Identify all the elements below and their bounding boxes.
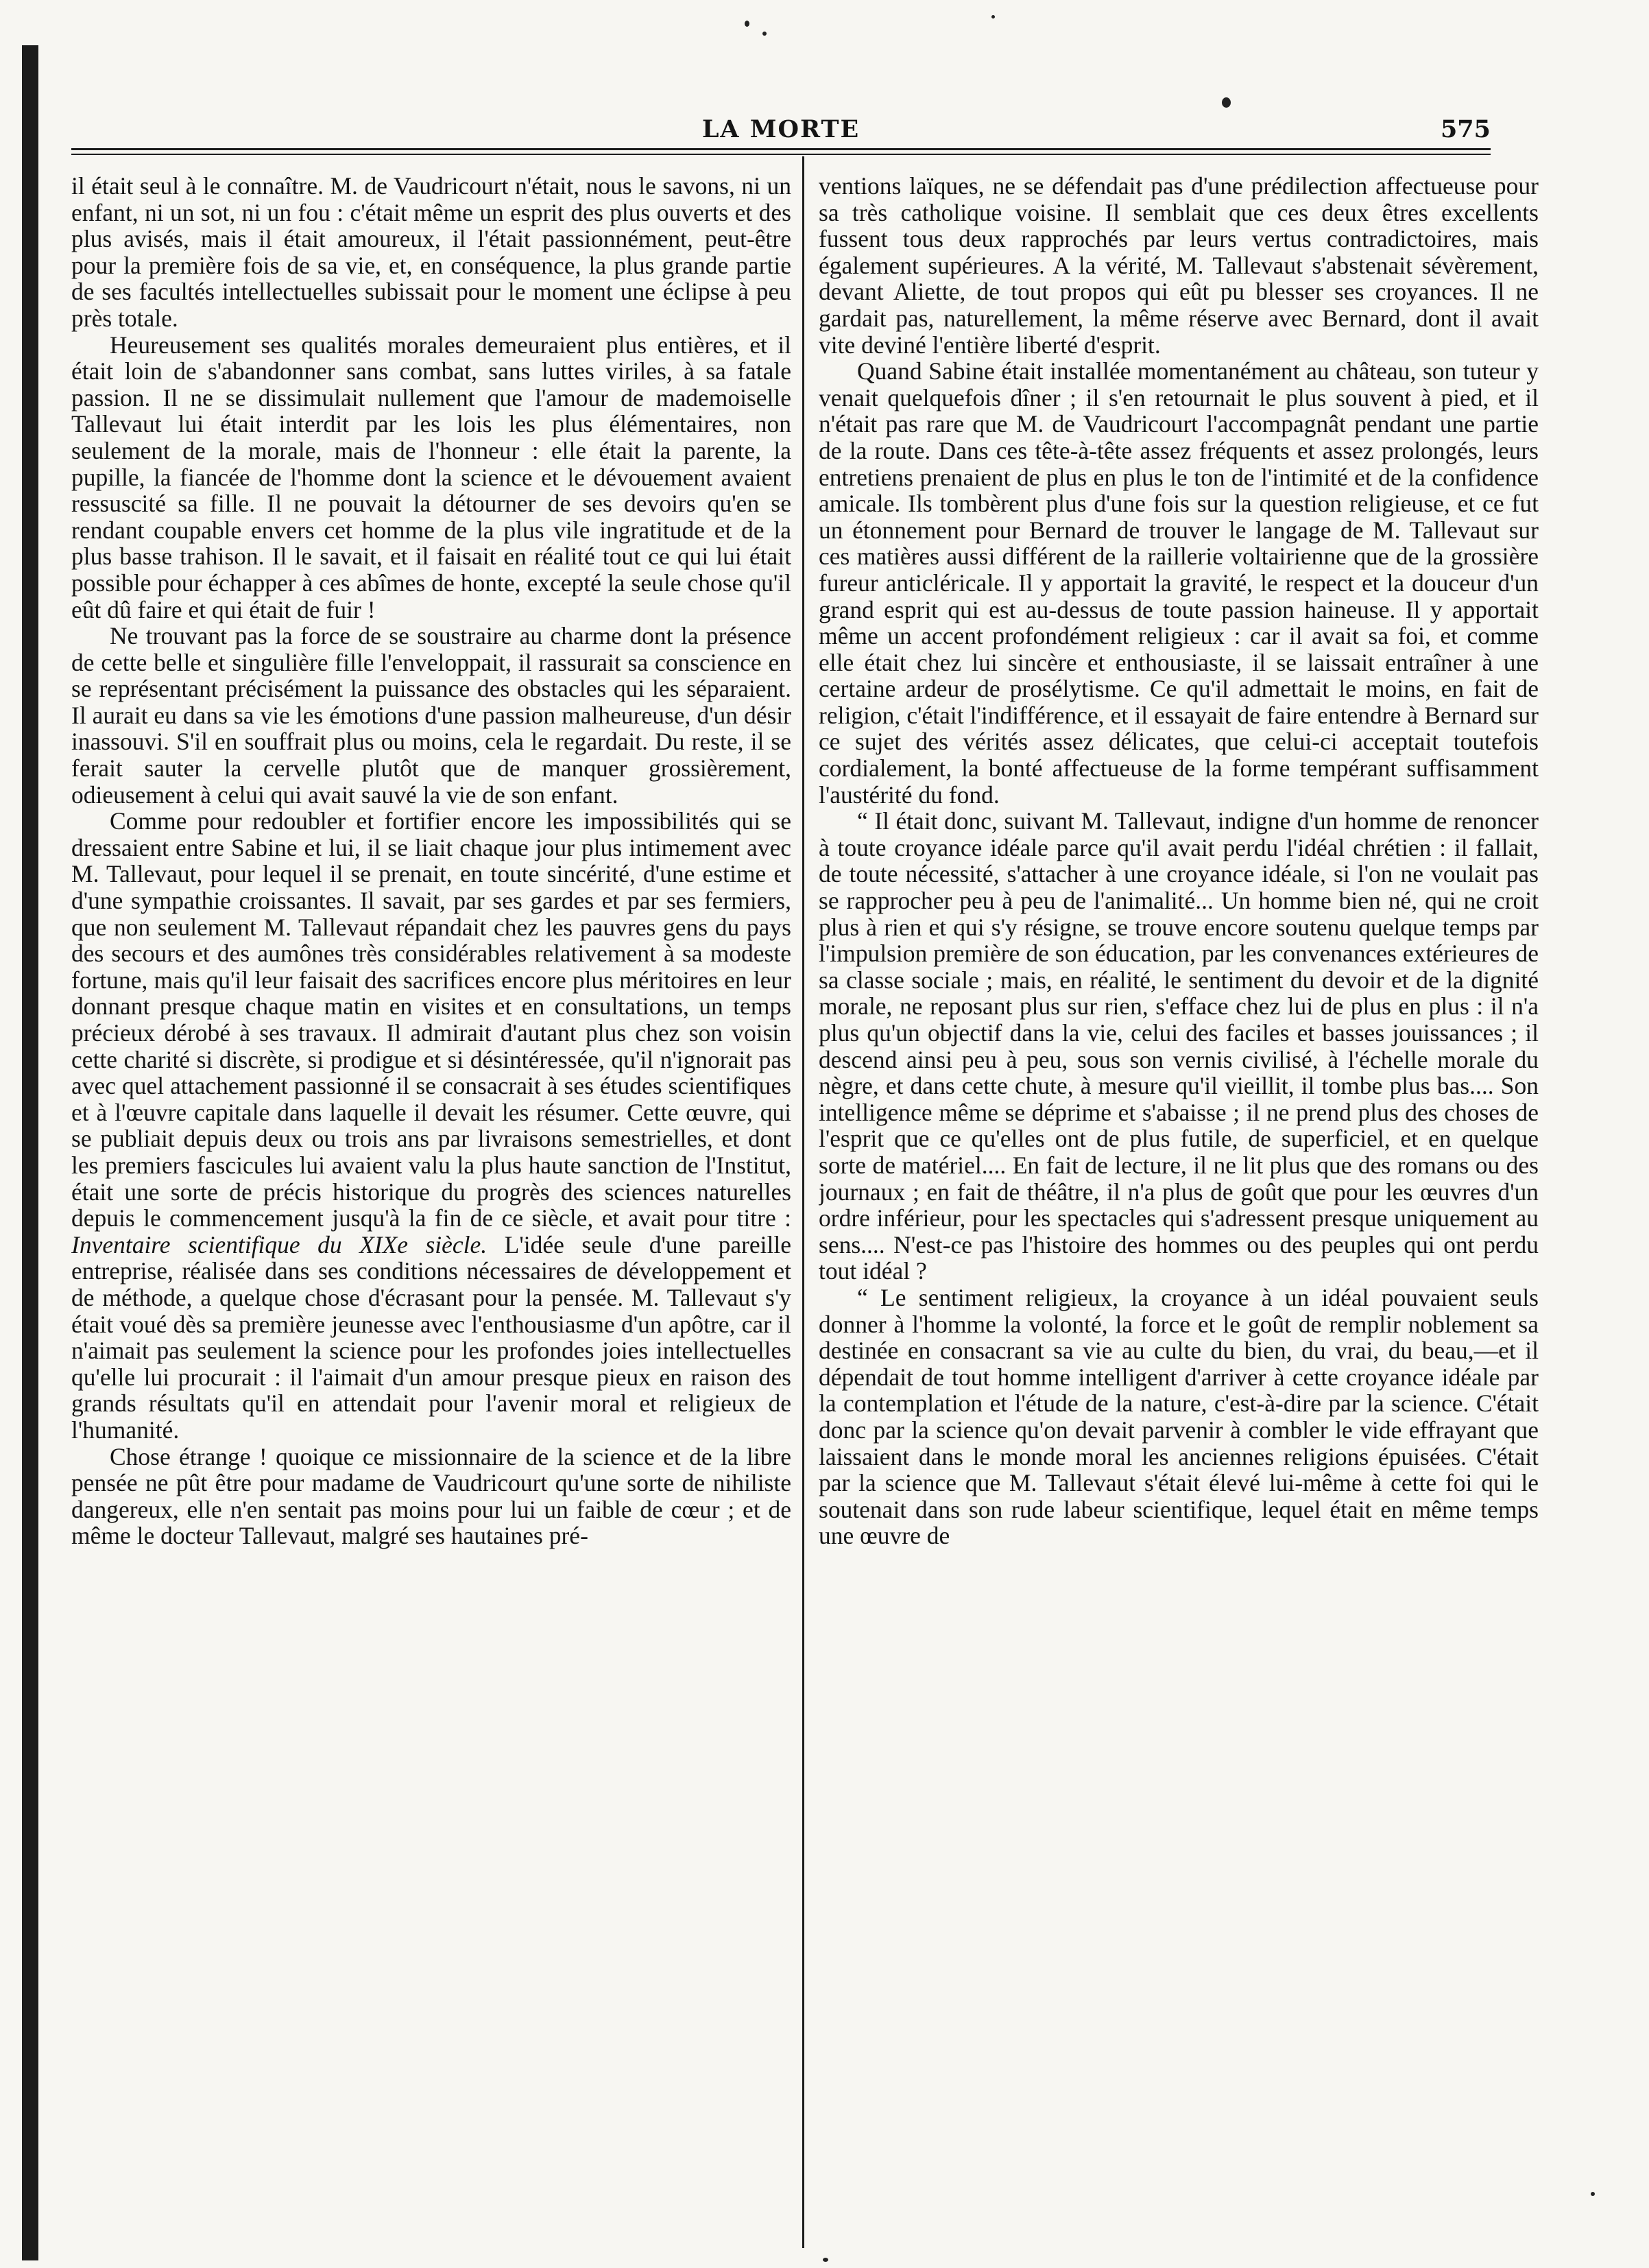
header-rule-bottom (71, 154, 1491, 155)
paragraph: il était seul à le connaître. M. de Vaudricourt n'était, nous le savons, ni un enfant, ni un sot, ni un fou : c'était même un esprit des plus ouverts et des plus avisés, mais il était amoureux, il l'était passionnément, peut-être pour la première fois de sa vie, et, en conséquence, la plus grande partie de ses facultés intellectuelles subissait pour le moment une éclipse à peu près totale. (71, 173, 791, 332)
binding-edge (22, 45, 38, 2260)
ink-speck (1591, 2192, 1595, 2196)
page-header (71, 111, 1491, 150)
paragraph-text: Comme pour redoubler et fortifier encore les impossibilités qui se dressaient entre Sabine et lui, il se liait chaque jour plus intimement avec M. Tallevaut, pour lequel il se prenait, en toute sincérité, d'une estime et d'une sympathie croissantes. Il savait, par ses gardes et par ses fermiers, que non seulement M. Tallevaut répandait chez les pauvres gens du pays des secours et des aumônes très considérables relativement à sa modeste fortune, mais qu'il leur faisait des sacrifices encore plus méritoires en leur donnant presque chaque matin en visites et en consultations, un temps précieux dérobé à ses travaux. Il admirait d'autant plus chez son voisin cette charité si discrète, si prodigue et si désintéressée, qu'il n'ignorait pas avec quel attachement passionné il se consacrait à ses études scientifiques et à l'œuvre capitale dans laquelle il devait les résumer. Cette œuvre, qui se publiait depuis deux ou trois ans par livraisons semestrielles, et dont les premiers fascicules lui avaient valu la plus haute sanction de l'Institut, était une sorte de précis historique du progrès des sciences naturelles depuis le commencement jusqu'à la fin de ce siècle, et avait pour titre : (71, 807, 791, 1232)
running-title: LA MORTE (701, 115, 860, 143)
paragraph: Quand Sabine était installée momentanément au château, son tuteur y venait quelquefois dîner ; il s'en retournait le plus souvent à pied, et il n'était pas rare que M. de Vaudricourt l'accompagnât pendant une partie de la route. Dans ces tête-à-tête assez fréquents et assez prolongés, leurs entretiens prenaient de plus en plus le ton de l'intimité et de la confidence amicale. Ils tombèrent plus d'une fois sur la question religieuse, et ce fut un étonnement pour Bernard de trouver le langage de M. Tallevaut sur ces matières aussi différent de la raillerie voltairienne que de la grossière fureur anticléricale. Il y apportait la gravité, le respect et la douceur d'un grand esprit qui est au-dessus de toute passion haineuse. Il y apportait même un accent profondément religieux : car il avait sa foi, et comme elle était chez lui sincère et enthousiaste, il se laissait entraîner à une certaine ardeur de prosélytisme. Ce qu'il admettait le moins, en fait de religion, c'était l'indifférence, et il essayait de faire entendre à Bernard sur ce sujet des vérités assez délicates, que celui-ci acceptait toutefois cordialement, la bonté affectueuse de la forme tempérant suffisamment l'austérité du fond. (819, 357, 1539, 809)
paragraph: Chose étrange ! quoique ce missionnaire de la science et de la libre pensée ne pût être pour madame de Vaudricourt qu'une sorte de nihiliste dangereux, elle n'en sentait pas moins pour lui un faible de cœur ; et de même le docteur Tallevaut, malgré ses hautaines pré- (71, 1442, 791, 1550)
header-rule-top (71, 148, 1491, 150)
ink-speck (823, 2258, 828, 2262)
column-divider (802, 156, 804, 2248)
left-column (71, 173, 791, 2244)
paragraph-with-book-title (71, 808, 791, 1443)
page-number: 575 (1440, 115, 1491, 143)
paragraph: Ne trouvant pas la force de se soustraire au charme dont la présence de cette belle et singulière fille l'enveloppait, il rassurait sa conscience en se représentant précisément la puissance des obstacles qui les séparaient. Il aurait eu dans sa vie les émotions d'une passion malheureuse, d'un désir inassouvi. S'il en souffrait plus ou moins, cela le regardait. Du reste, il se ferait sauter la cervelle plutôt que de manquer grossièrement, odieusement à celui qui avait sauvé la vie de son enfant. (71, 622, 791, 809)
paragraph: “ Le sentiment religieux, la croyance à un idéal pouvaient seuls donner à l'homme la volonté, la force et le goût de remplir noblement sa destinée en consacrant sa vie au culte du bien, du vrai, du beau,—et il dépendait de tout homme intelligent d'arriver à cette croyance idéale par la contemplation et l'étude de la nature, c'est-à-dire par la science. C'était donc par la science qu'on devait parvenir à combler le vide effrayant que laissaient dans le monde moral les anciennes religions épuisées. C'était par la science que M. Tallevaut s'était élevé lui-même à cette foi qui le soutenait dans son rude labeur scientifique, lequel était en même temps une œuvre de (819, 1283, 1539, 1550)
book-title: Inventaire scientifique du XIXe siècle. (71, 1230, 488, 1258)
ink-speck (745, 21, 749, 27)
ink-speck (991, 15, 995, 19)
ink-speck (1222, 97, 1231, 108)
ink-speck (762, 32, 767, 36)
right-column (819, 173, 1539, 2244)
paragraph-text: L'idée seule d'une pareille entreprise, réalisée dans ses conditions nécessaires de développement et de méthode, a quelque chose d'écrasant pour la pensée. M. Tallevaut s'y était voué dès sa première jeunesse avec l'enthousiasme d'un apôtre, car il n'aimait pas seulement la science pour les profondes joies intellectuelles qu'elle lui procurait : il l'aimait d'un amour presque pieux en raison des grands résultats qu'il en attendait pour l'avenir moral et religieux de l'humanité. (71, 1230, 791, 1444)
paragraph: “ Il était donc, suivant M. Tallevaut, indigne d'un homme de renoncer à toute croyance idéale parce qu'il avait perdu l'idéal chrétien : il fallait, de toute nécessité, s'attacher à une croyance idéale, si l'on ne voulait pas se rapprocher peu à peu de l'animalité... Un homme bien né, qui ne croit plus à rien et qui s'y résigne, se trouve encore soutenu quelque temps par l'impulsion première de son éducation, par les convenances extérieures de sa classe sociale ; mais, en réalité, le sentiment du devoir et de la dignité morale, ne reposant plus sur rien, s'efface chez lui de plus en plus : il n'a plus qu'un objectif dans la vie, celui des faciles et basses jouissances ; il descend ainsi peu à peu, sous son vernis civilisé, à l'échelle morale du nègre, et dans cette chute, à mesure qu'il vieillit, il tombe plus bas.... Son intelligence même se déprime et s'abaisse ; il ne prend plus des choses de l'esprit que ce qu'elles ont de plus futile, de superficiel, et en quelque sorte de matériel.... En fait de lecture, il ne lit plus que des romans ou des journaux ; en fait de théâtre, il n'a plus de goût que pour les œuvres d'un ordre inférieur, pour les spectacles qui s'adressent presque uniquement au sens.... N'est-ce pas l'histoire des hommes ou des peuples qui ont perdu tout idéal ? (819, 807, 1539, 1285)
paragraph: ventions laïques, ne se défendait pas d'une prédilection affectueuse pour sa très catholique voisine. Il semblait que ces deux êtres excellents fussent tous deux rapprochés par leurs vertus contradictoires, mais également supérieures. A la vérité, M. Tallevaut s'abstenait sévèrement, devant Aliette, de tout propos qui eût pu blesser ses croyances. Il ne gardait pas, naturellement, la même réserve avec Bernard, dont il avait vite deviné l'entière liberté d'esprit. (819, 173, 1539, 359)
paragraph: Heureusement ses qualités morales demeuraient plus entières, et il était loin de s'abandonner sans combat, sans luttes viriles, à sa fatale passion. Il ne se dissimulait nullement que l'amour de mademoiselle Tallevaut lui était interdit par les lois les plus élémentaires, non seulement de la morale, mais de l'honneur : elle était la parente, la pupille, la fiancée de l'homme dont la science et le dévouement avaient ressuscité sa fille. Il ne pouvait la détourner de ses devoirs qu'en se rendant coupable envers cet homme de la plus vile ingratitude et de la plus basse trahison. Il le savait, et il faisait en réalité tout ce qui lui était possible pour échapper à ces abîmes de honte, excepté la seule chose qu'il eût dû faire et qui était de fuir ! (71, 331, 791, 623)
